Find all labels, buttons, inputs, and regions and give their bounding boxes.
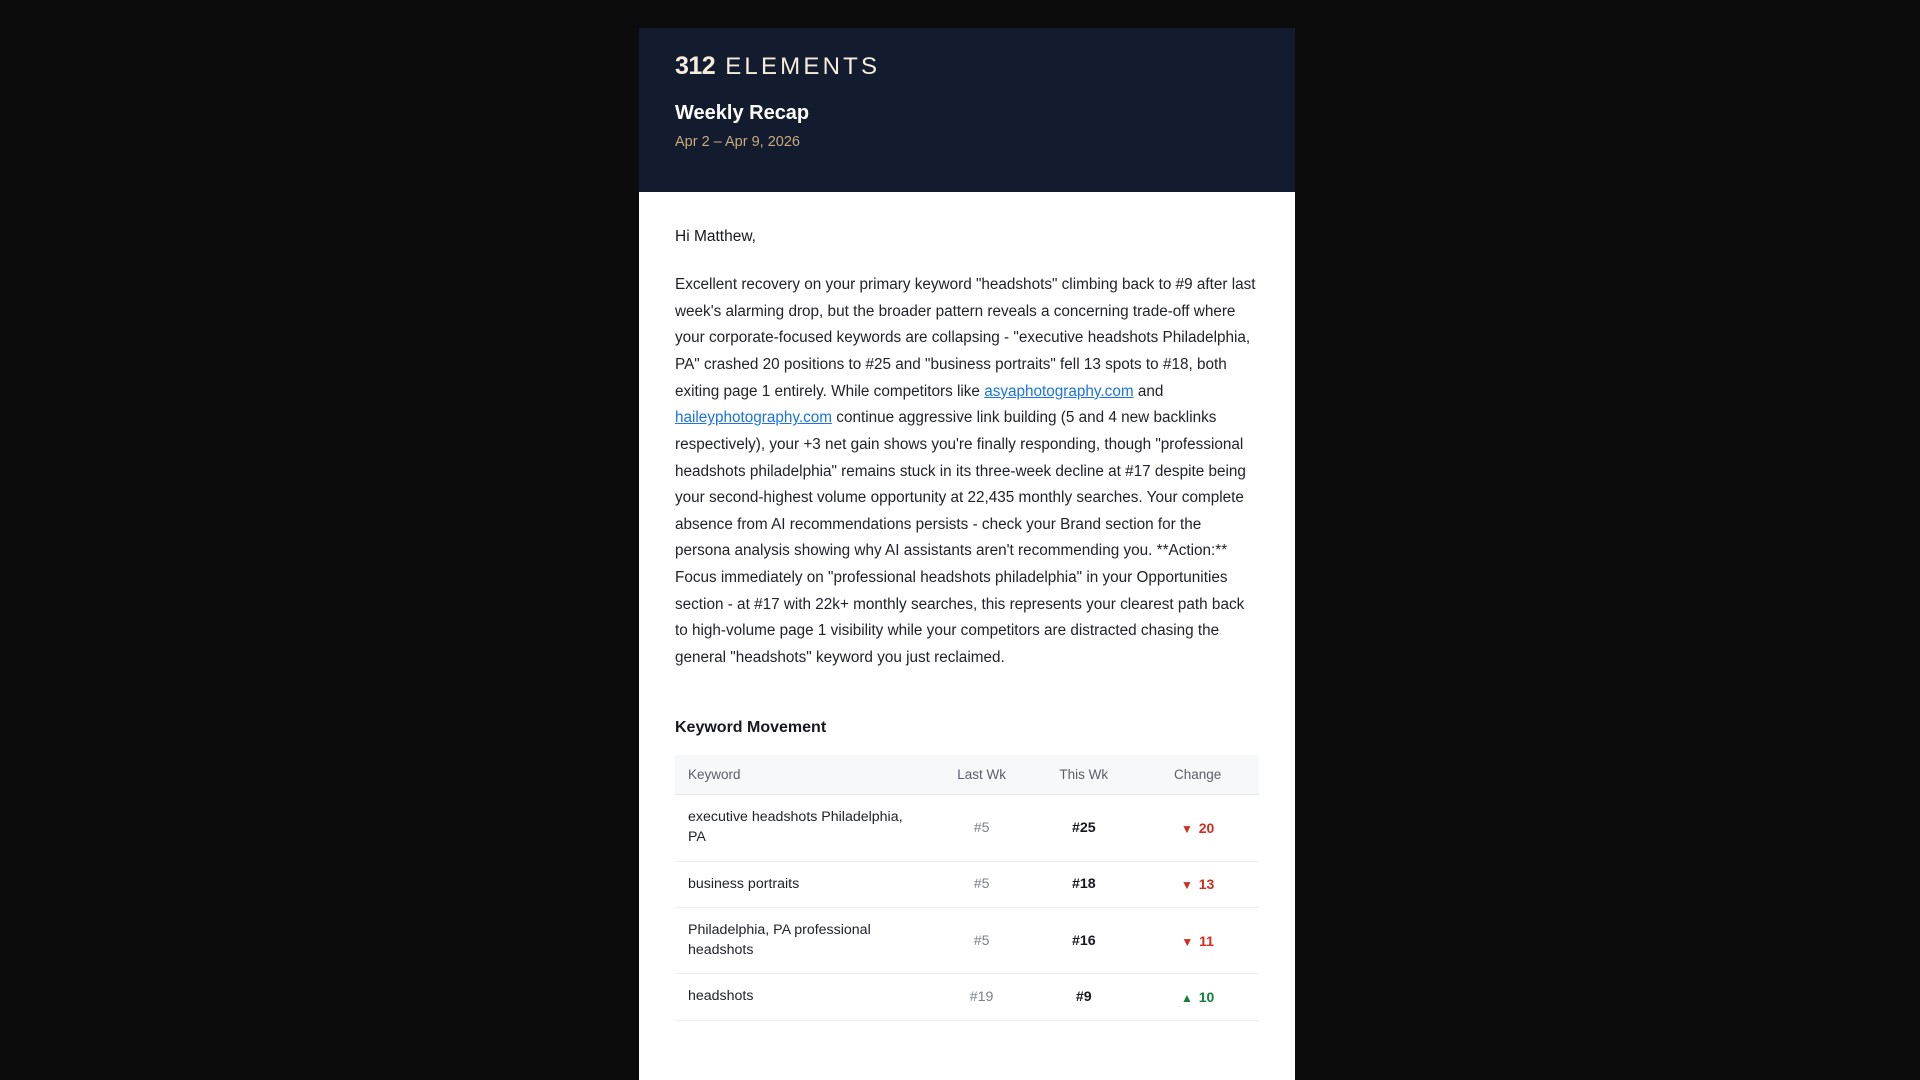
keyword-movement-table — [675, 755, 1259, 1021]
table-row — [675, 861, 1259, 908]
cell-this-week-rank: #18 — [1031, 861, 1136, 908]
column-header-this-wk: This Wk — [1031, 755, 1136, 795]
cell-last-week-rank: #5 — [932, 861, 1031, 908]
cell-keyword: executive headshots Philadelphia, PA — [675, 795, 932, 861]
arrow-down-icon: ▼ — [1181, 934, 1194, 949]
email-card — [639, 28, 1295, 1080]
email-header — [639, 28, 1295, 192]
column-header-keyword: Keyword — [675, 755, 932, 795]
arrow-up-icon: ▲ — [1180, 991, 1193, 1006]
brand-mark: 312 — [675, 52, 716, 80]
email-date-range: Apr 2 – Apr 9, 2026 — [675, 134, 800, 150]
column-header-last-wk: Last Wk — [932, 755, 1031, 795]
cell-keyword: business portraits — [675, 861, 932, 908]
competitor-link[interactable]: haileyphotography.com — [675, 409, 833, 427]
arrow-down-icon: ▼ — [1180, 821, 1193, 836]
column-header-change: Change — [1136, 755, 1259, 795]
email-body — [639, 192, 1295, 1021]
cell-change: ▼ 13 — [1136, 861, 1259, 908]
table-row — [675, 908, 1259, 974]
cell-change: ▼ 11 — [1136, 908, 1259, 974]
arrow-down-icon: ▼ — [1180, 878, 1193, 893]
cell-change: ▼ 20 — [1136, 795, 1259, 861]
cell-this-week-rank: #25 — [1031, 795, 1136, 861]
table-header — [675, 755, 1259, 795]
summary-paragraph: Excellent recovery on your primary keyword "headshots" climbing back to #9 after last week's alarming drop, but the broader pattern reveals a concerning trade-off where your corporate-focused keywords are collapsing - "executive headshots Philadelphia, PA" crashed 20 positions to #25 and "business portraits" fell 13 spots to #18, both exiting page 1 entirely. While competitors like asyaphotography.com and haileyphotography.com continue aggressive link building (5 and 4 new backlinks respectively), your +3 net gain shows you're finally responding, though "professional headshots philadelphia" remains stuck in its three-week decline at #17 despite being your second-highest volume opportunity at 22,435 monthly searches. Your complete absence from AI recommendations persists - check your Brand section for the persona analysis showing why AI assistants aren't recommending you. **Action:** Focus immediately on "professional headshots philadelphia" in your Opportunities section - at #17 with 22k+ monthly searches, this represents your clearest path back to high-volume page 1 visibility while your competitors are distracted chasing the general "headshots" keyword you just reclaimed. — [675, 276, 1256, 666]
cell-last-week-rank: #5 — [932, 908, 1031, 974]
cell-this-week-rank: #9 — [1031, 974, 1136, 1021]
cell-change: ▲ 10 — [1136, 974, 1259, 1021]
cell-this-week-rank: #16 — [1031, 908, 1136, 974]
table-header-row — [675, 755, 1259, 795]
cell-last-week-rank: #19 — [932, 974, 1031, 1021]
cell-keyword: Philadelphia, PA professional headshots — [675, 908, 932, 974]
cell-last-week-rank: #5 — [932, 795, 1031, 861]
keyword-movement-heading: Keyword Movement — [675, 719, 827, 737]
cell-keyword: headshots — [675, 974, 932, 1021]
table-row — [675, 974, 1259, 1021]
greeting: Hi Matthew, — [675, 228, 756, 245]
email-title: Weekly Recap — [675, 102, 810, 124]
competitor-link[interactable]: asyaphotography.com — [984, 382, 1134, 400]
brand-logo — [675, 54, 1259, 79]
table-body — [675, 795, 1259, 1021]
table-row — [675, 795, 1259, 861]
brand-wordmark: ELEMENTS — [725, 53, 881, 80]
